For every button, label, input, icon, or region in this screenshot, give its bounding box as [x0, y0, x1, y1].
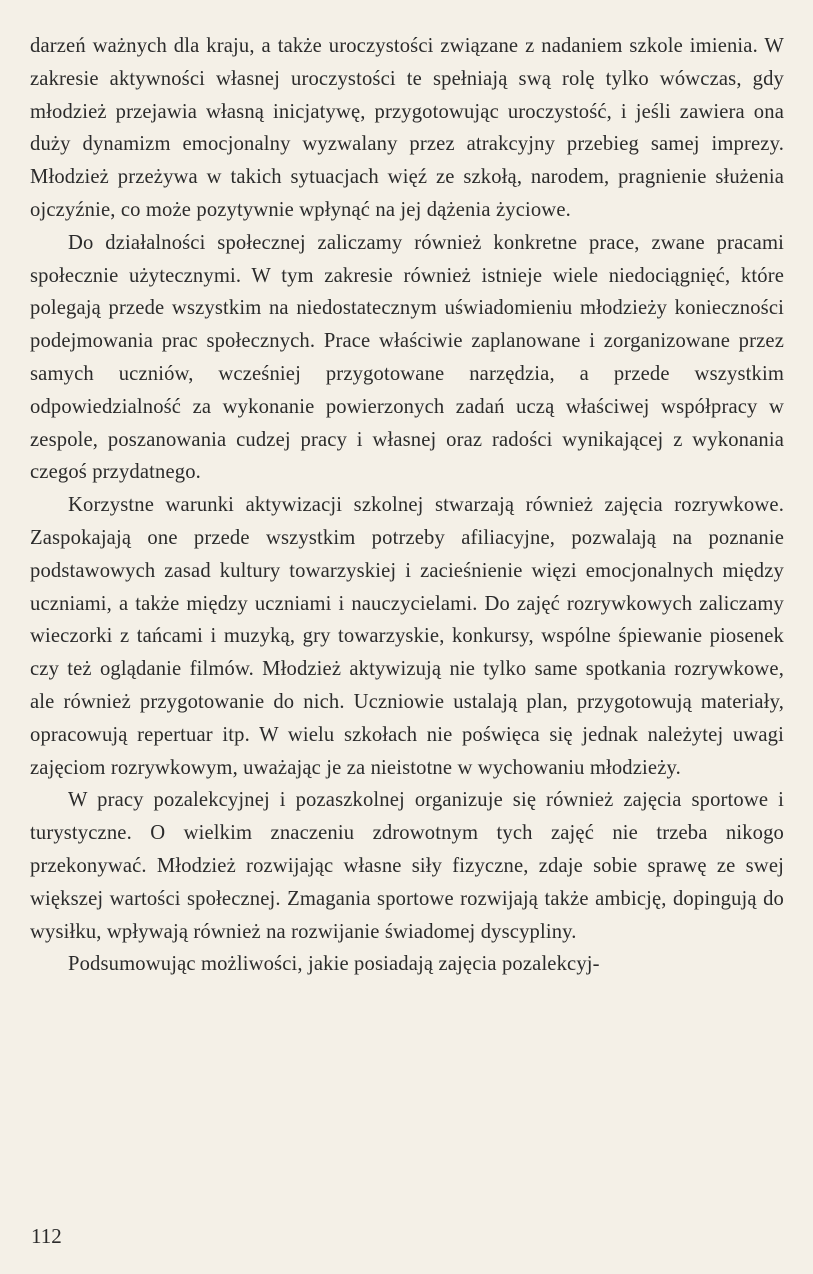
paragraph: Podsumowując możliwości, jakie posiadają zajęcia pozalekcyj- [68, 953, 600, 976]
paragraph: W pracy pozalekcyjnej i pozaszkolnej organizuje się również zajęcia sportowe i turystyczne. O wielkim znaczeniu zdrowotnym tych zajęć nie trzeba nikogo przekonywać. Młodzież rozwijając własne siły fizyczne, zdaje sobie sprawę ze swej większej wartości społecznej. Zmagania sportowe rozwijają także ambicję, dopingują do wysiłku, wpływają również na rozwijanie świadomej dyscypliny. [30, 789, 784, 943]
body-text [30, 30, 784, 981]
paragraph: Korzystne warunki aktywizacji szkolnej stwarzają również zajęcia rozrywkowe. Zaspokajają one przede wszystkim potrzeby afiliacyjne, pozwalają na poznanie podstawowych zasad kultury towarzyskiej i zacieśnienie więzi emocjonalnych między uczniami, a także między uczniami i nauczycielami. Do zajęć rozrywkowych zaliczamy wieczorki z tańcami i muzyką, gry towarzyskie, konkursy, wspólne śpiewanie piosenek czy też oglądanie filmów. Młodzież aktywizują nie tylko same spotkania rozrywkowe, ale również przygotowanie do nich. Uczniowie ustalają plan, przygotowują materiały, opracowują repertuar itp. W wielu szkołach nie poświęca się jednak należytej uwagi zajęciom rozrywkowym, uważając je za nieistotne w wychowaniu młodzieży. [30, 494, 784, 779]
paragraph: darzeń ważnych dla kraju, a także uroczystości związane z nadaniem szkole imienia. W zakresie aktywności własnej uroczystości te spełniają swą rolę tylko wówczas, gdy młodzież przejawia własną inicjatywę, przygotowując uroczystość, i jeśli zawiera ona duży dynamizm emocjonalny wyzwalany przez atrakcyjny przebieg samej imprezy. Młodzież przeżywa w takich sytuacjach więź ze szkołą, narodem, pragnienie służenia ojczyźnie, co może pozytywnie wpłynąć na jej dążenia życiowe. [30, 35, 784, 221]
paragraph: Do działalności społecznej zaliczamy również konkretne prace, zwane pracami społecznie użytecznymi. W tym zakresie również istnieje wiele niedociągnięć, które polegają przede wszystkim na niedostatecznym uświadomieniu młodzieży konieczności podejmowania prac społecznych. Prace właściwie zaplanowane i zorganizowane przez samych uczniów, wcześniej przygotowane narzędzia, a przede wszystkim odpowiedzialność za wykonanie powierzonych zadań uczą właściwej współpracy w zespole, poszanowania cudzej pracy i własnej oraz radości wynikającej z wykonania czegoś przydatnego. [30, 231, 784, 484]
page-number: 112 [31, 1224, 62, 1248]
